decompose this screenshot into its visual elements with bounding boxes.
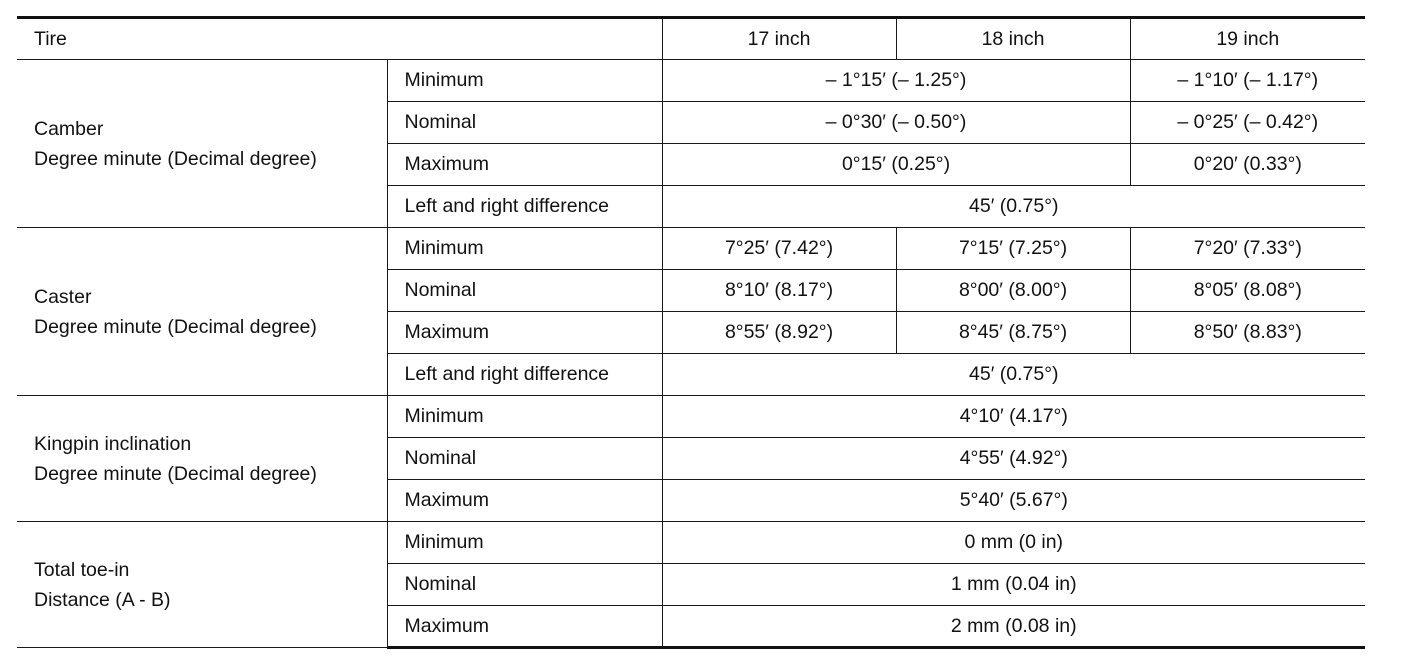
kingpin-maximum-label: Maximum (387, 480, 662, 522)
toe-in-name: Total toe-in (34, 558, 130, 581)
toe-in-unit: Distance (A - B) (34, 588, 171, 611)
camber-group-label (17, 60, 387, 228)
kingpin-nominal-all: 4°55′ (4.92°) (662, 438, 1365, 480)
tire-size-17-header: 17 inch (662, 18, 896, 60)
camber-maximum-label: Maximum (387, 144, 662, 186)
table-row (17, 60, 1365, 102)
caster-nominal-17: 8°10′ (8.17°) (662, 270, 896, 312)
table-row (17, 396, 1365, 438)
caster-maximum-label: Maximum (387, 312, 662, 354)
caster-group-label (17, 228, 387, 396)
caster-nominal-19: 8°05′ (8.08°) (1130, 270, 1365, 312)
kingpin-name: Kingpin inclination (34, 432, 192, 455)
kingpin-minimum-all: 4°10′ (4.17°) (662, 396, 1365, 438)
table-row (17, 228, 1365, 270)
kingpin-maximum-all: 5°40′ (5.67°) (662, 480, 1365, 522)
camber-nominal-label: Nominal (387, 102, 662, 144)
caster-minimum-17: 7°25′ (7.42°) (662, 228, 896, 270)
caster-name: Caster (34, 285, 92, 308)
caster-nominal-label: Nominal (387, 270, 662, 312)
camber-difference-label: Left and right difference (387, 186, 662, 228)
caster-difference-label: Left and right difference (387, 354, 662, 396)
caster-minimum-18: 7°15′ (7.25°) (896, 228, 1130, 270)
caster-minimum-label: Minimum (387, 228, 662, 270)
toe-in-group-label (17, 522, 387, 648)
caster-unit: Degree minute (Decimal degree) (34, 315, 317, 338)
toe-in-nominal-label: Nominal (387, 564, 662, 606)
tire-size-18-header: 18 inch (896, 18, 1130, 60)
caster-maximum-19: 8°50′ (8.83°) (1130, 312, 1365, 354)
kingpin-group-label (17, 396, 387, 522)
wheel-alignment-spec-table (17, 16, 1365, 649)
tire-size-19-header: 19 inch (1130, 18, 1365, 60)
camber-difference-all: 45′ (0.75°) (662, 186, 1365, 228)
tire-header-cell: Tire (17, 18, 662, 60)
table-header-row (17, 18, 1365, 60)
camber-minimum-label: Minimum (387, 60, 662, 102)
camber-maximum-17-18: 0°15′ (0.25°) (662, 144, 1130, 186)
kingpin-unit: Degree minute (Decimal degree) (34, 462, 317, 485)
caster-maximum-18: 8°45′ (8.75°) (896, 312, 1130, 354)
table-row (17, 522, 1365, 564)
caster-difference-all: 45′ (0.75°) (662, 354, 1365, 396)
kingpin-minimum-label: Minimum (387, 396, 662, 438)
toe-in-minimum-all: 0 mm (0 in) (662, 522, 1365, 564)
toe-in-nominal-all: 1 mm (0.04 in) (662, 564, 1365, 606)
camber-maximum-19: 0°20′ (0.33°) (1130, 144, 1365, 186)
caster-nominal-18: 8°00′ (8.00°) (896, 270, 1130, 312)
kingpin-nominal-label: Nominal (387, 438, 662, 480)
caster-minimum-19: 7°20′ (7.33°) (1130, 228, 1365, 270)
toe-in-maximum-label: Maximum (387, 606, 662, 648)
camber-minimum-17-18: – 1°15′ (– 1.25°) (662, 60, 1130, 102)
toe-in-minimum-label: Minimum (387, 522, 662, 564)
camber-unit: Degree minute (Decimal degree) (34, 147, 317, 170)
caster-maximum-17: 8°55′ (8.92°) (662, 312, 896, 354)
toe-in-maximum-all: 2 mm (0.08 in) (662, 606, 1365, 648)
camber-name: Camber (34, 117, 104, 140)
camber-minimum-19: – 1°10′ (– 1.17°) (1130, 60, 1365, 102)
camber-nominal-19: – 0°25′ (– 0.42°) (1130, 102, 1365, 144)
camber-nominal-17-18: – 0°30′ (– 0.50°) (662, 102, 1130, 144)
